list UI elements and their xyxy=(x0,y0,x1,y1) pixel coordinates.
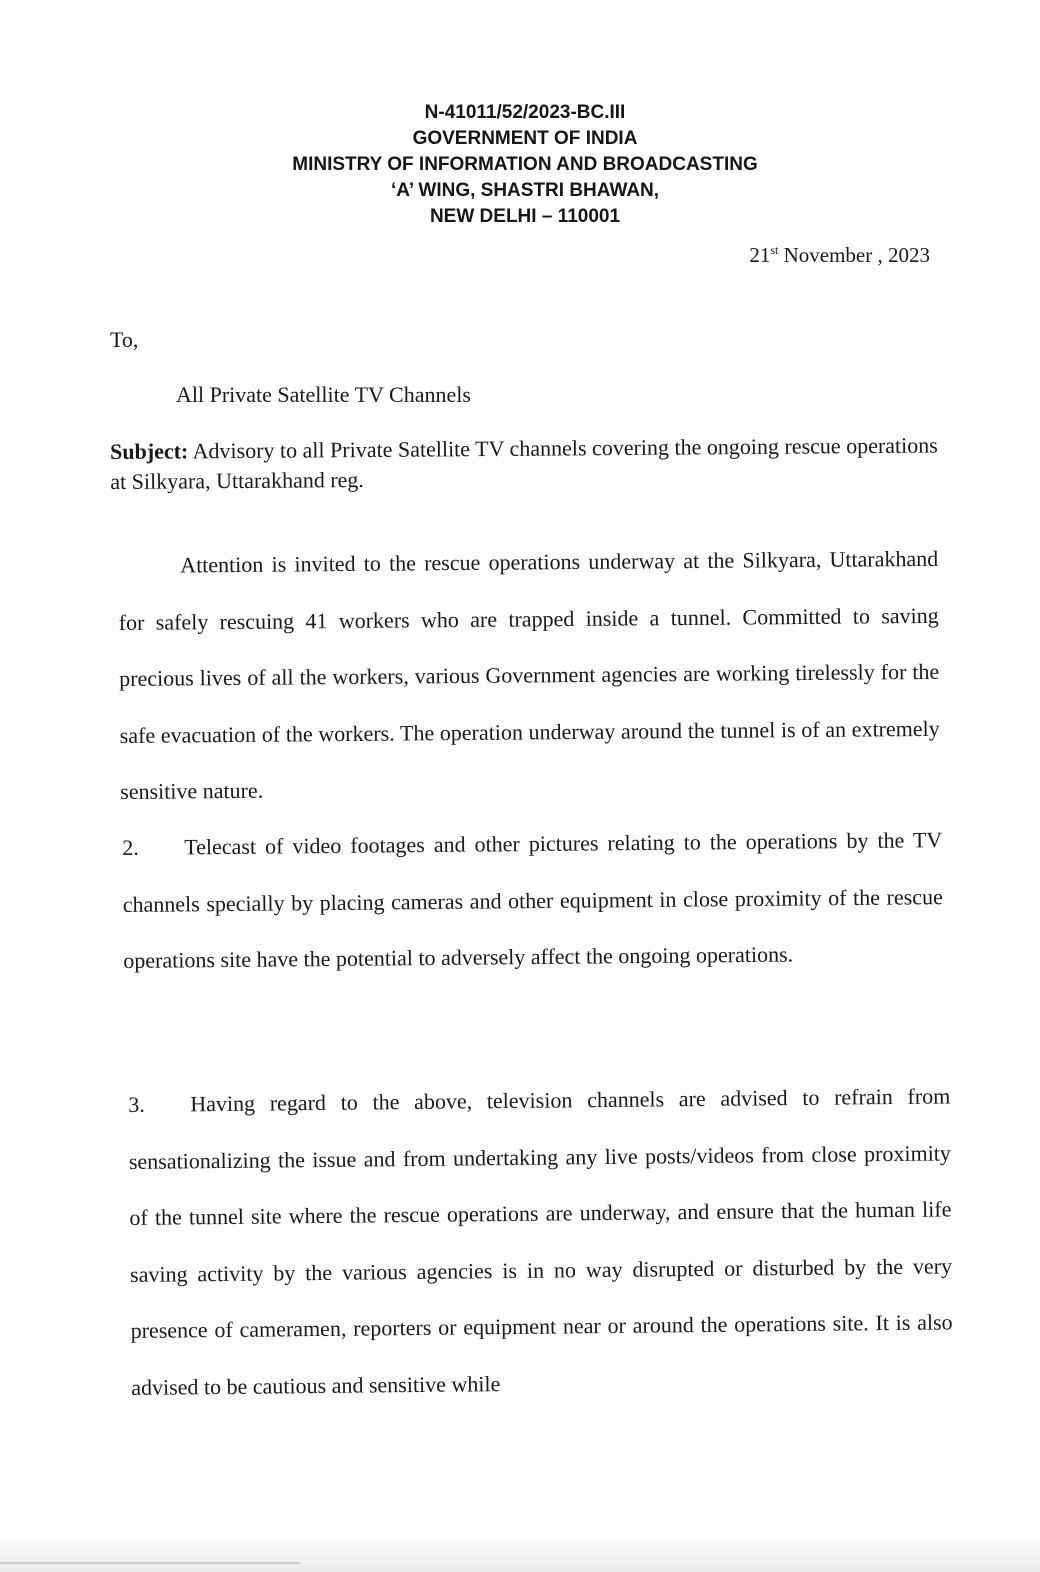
addressee: All Private Satellite TV Channels xyxy=(176,382,471,407)
date-suffix: st xyxy=(770,243,779,257)
paragraph-2-text: Telecast of video footages and other pictures relating to the operations by the TV channels specially by placing cameras and other equipment in close proximity of the rescue operations site have the potential to adversely affect the ongoing operations. xyxy=(122,827,943,973)
subject-label: Subject: xyxy=(110,438,189,464)
letter-date xyxy=(749,243,930,268)
ministry-name: MINISTRY OF INFORMATION AND BROADCASTING xyxy=(292,154,758,175)
government-name: GOVERNMENT OF INDIA xyxy=(412,128,638,149)
paragraph-2 xyxy=(122,812,944,989)
page-bottom-shadow xyxy=(0,1536,1040,1572)
subject-text: Advisory to all Private Satellite TV channels covering the ongoing rescue operations at Silkyara, Uttarakhand reg. xyxy=(110,432,938,494)
salutation: To, xyxy=(110,327,139,352)
paragraph-3-text: Having regard to the above, television channels are advised to refrain from sensationalizing the issue and from undertaking any live posts/videos from close proximity of the tunnel site where the rescue operations are underway, and ensure that the human life saving activity by the various agencies is in no way disrupted or disturbed by the very presence of cameramen, reporters or equipment near or around the operations site. It is also advised to be cautious and sensitive while xyxy=(128,1083,953,1400)
date-day: 21 xyxy=(749,243,771,267)
paragraph-1 xyxy=(118,531,940,821)
paragraph-1-text: Attention is invited to the rescue operations underway at the Silkyara, Uttarakhand for safely rescuing 41 workers who are trapped inside a tunnel. Committed to saving precious lives of all the workers, various Government agencies are working tirelessly for the safe evacuation of the workers. The operation underway around the tunnel is of an extremely sensitive nature. xyxy=(118,545,940,804)
page-edge-line xyxy=(0,1562,300,1564)
office-city: NEW DELHI – 110001 xyxy=(429,206,621,227)
paragraph-3 xyxy=(128,1068,954,1416)
letterhead xyxy=(0,100,1040,230)
date-month-year: November , 2023 xyxy=(778,243,930,267)
subject-line xyxy=(110,430,940,497)
office-wing: ‘A’ WING, SHASTRI BHAWAN, xyxy=(390,180,660,201)
file-number: N-41011/52/2023-BC.III xyxy=(424,102,626,123)
paragraph-3-number: 3. xyxy=(128,1091,145,1117)
paragraph-2-number: 2. xyxy=(122,834,139,860)
